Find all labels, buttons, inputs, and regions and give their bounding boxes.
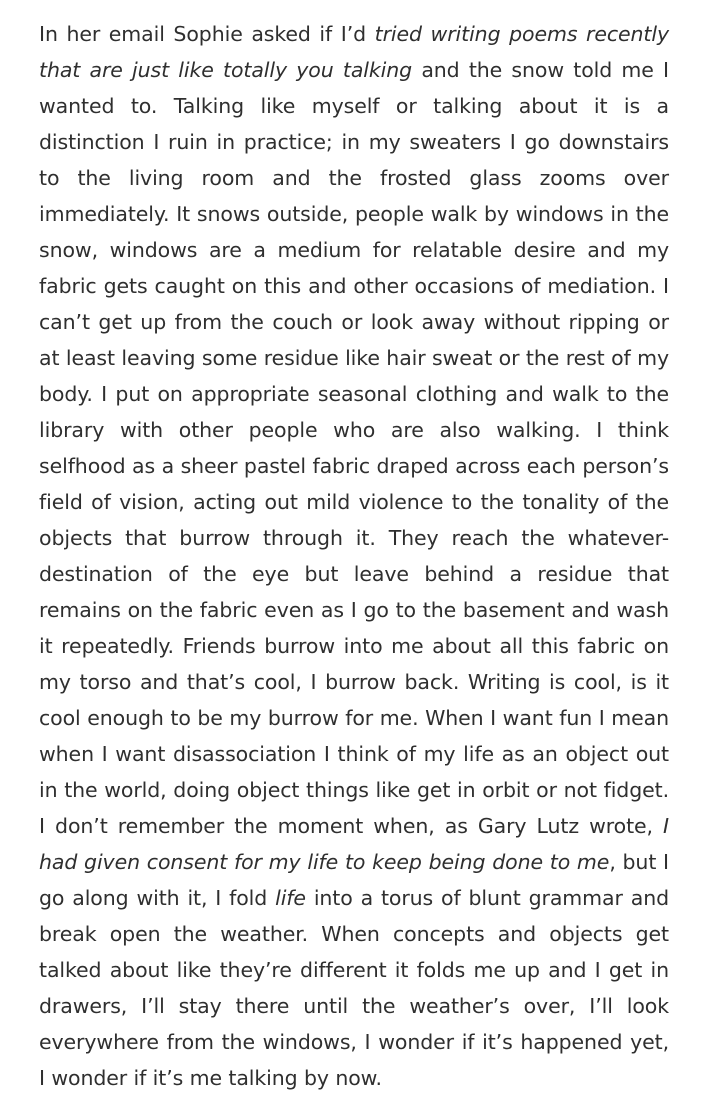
poem-italic-quote-sophie: tried writing poems recently that are just like totally you talking [39,22,670,82]
prose-poem-paragraph [39,16,669,1096]
poem-text-segment: into a torus of blunt grammar and break open the weather. When concepts and objects get talked about like they’re different it folds me up and I get in drawers, I’ll stay there until the weather’s over, I’ll look everywhere from the windows, I wonder if it’s happened yet, I wonder if it’s me talking by now. [39,886,669,1090]
poem-italic-quote-gary-lutz: I had given consent for my life to keep being done to me [39,814,669,874]
poem-text-segment: and the snow told me I wanted to. Talking like myself or talking about it is a distinction I ruin in practice; in my sweaters I go downstairs to the living room and the frosted glass zooms over immediately. It snows outside, people walk by windows in the snow, windows are a medium for relatable desire and my fabric gets caught on this and other occasions of mediation. I can’t get up from the couch or look away without ripping or at least leaving some residue like hair sweat or the rest of my body. I put on appropriate seasonal clothing and walk to the library with other people who are also walking. I think selfhood as a sheer pastel fabric draped across each person’s field of vision, acting out mild violence to the tonality of the objects that burrow through it. They reach the whatever-destination of the eye but leave behind a residue that remains on the fabric even as I go to the basement and wash it repeatedly. Friends burrow into me about all this fabric on my torso and that’s cool, I burrow back. Writing is cool, is it cool enough to be my burrow for me. When I want fun I mean when I want disassociation I think of my life as an object out in the world, doing object things like get in orbit or not fidget. I don’t remember the moment when, as Gary Lutz wrote, [39,58,669,838]
poem-text-segment: , but I go along with it, I fold [39,850,669,910]
poem-italic-word-life: life [275,886,306,910]
poem-text-segment: In her email Sophie asked if I’d [39,22,375,46]
